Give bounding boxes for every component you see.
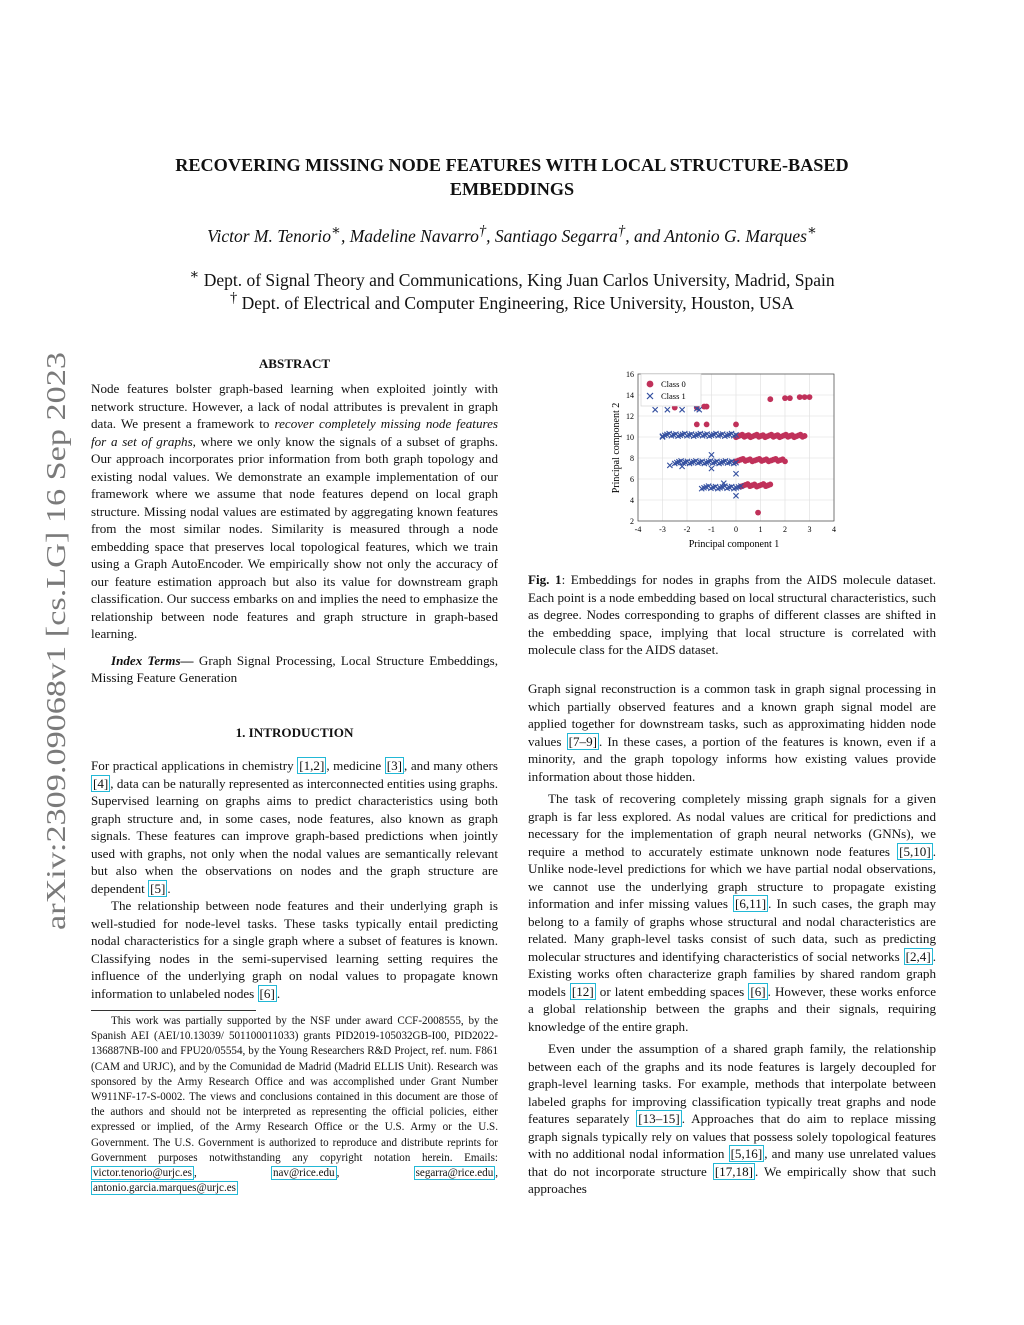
data-point-class-0	[704, 404, 710, 410]
author-mark: ∗	[807, 223, 817, 239]
legend-label-class-0: Class 0	[661, 379, 686, 389]
index-terms	[91, 652, 498, 687]
caption-label: Fig. 1	[528, 572, 562, 587]
y-tick-label: 12	[626, 412, 634, 421]
author-mark: ∗	[331, 223, 341, 239]
author-name: , Santiago Segarra	[486, 225, 618, 246]
x-tick-label: 1	[758, 525, 763, 534]
legend-label-class-1: Class 1	[661, 391, 686, 401]
affiliation-1	[100, 266, 924, 291]
data-point-class-1	[653, 407, 658, 412]
data-point-class-0	[767, 482, 773, 488]
citation-link[interactable]: [13–15]	[638, 1111, 680, 1126]
index-terms-text: Graph Signal Processing, Local Structure Embeddings, Missing Feature Generation	[91, 652, 498, 685]
data-point-class-0	[782, 458, 788, 464]
citation-link[interactable]: [5,10]	[899, 843, 931, 859]
email-link[interactable]: segarra@rice.edu	[415, 1167, 494, 1180]
affiliation-mark: ∗	[189, 267, 200, 283]
email-link[interactable]: antonio.garcia.marques@urjc.es	[93, 1182, 236, 1195]
x-tick-label: -3	[659, 525, 666, 534]
email-link[interactable]: victor.tenorio@urjc.es	[93, 1167, 192, 1180]
citation-link[interactable]: [17,18]	[714, 1163, 753, 1179]
right-column-body	[528, 680, 936, 1198]
data-point-class-0	[694, 422, 700, 428]
affiliation-2	[100, 290, 924, 314]
abstract-body	[91, 380, 498, 687]
x-tick-label: -1	[708, 525, 715, 534]
author-mark: †	[478, 223, 487, 239]
data-point-class-1	[665, 407, 670, 412]
footnote-divider	[91, 1010, 256, 1011]
author-list	[100, 222, 924, 247]
citation-link[interactable]: [4]	[93, 775, 109, 791]
introduction-body	[91, 757, 498, 1002]
data-point-class-0	[704, 422, 710, 428]
introduction-heading: 1. INTRODUCTION	[235, 725, 354, 740]
citation-link[interactable]: [5]	[150, 880, 166, 896]
author-mark: †	[617, 223, 626, 239]
footnote: This work was partially supported by the NSF under award CCF-2008555, by the Spanish AEI (AEI/10.13039/ 501100011033) grants PID2019-105032GB-I00, PID2022-136887NB-I00 and FPU20/05554, by the Young Researchers R&D Project, ref. num. F861 (CAM and URJC), and by the Comunidad de Madrid (Madrid ELLIS Unit). Research was sponsored by the Army Research Office and was accomplished under Grant Number W911NF-17-S-0002. The views and conclusions contained in this document are those of the authors and should not be interpreted as representing the official policies, either expressed or implied, of the Army Research Office or the U.S. Army or the U.S. Government. The U.S. Government is authorized to reproduce and distribute reprints for Government purposes notwithstanding any copyright notation herein. Emails: victor.tenorio@urjc.es , nav@rice.edu , segarra@rice.edu , antonio.garcia.marques@urjc.es	[91, 1015, 499, 1195]
data-point-class-0	[802, 433, 808, 439]
citation-link[interactable]: [1,2]	[299, 758, 325, 773]
x-tick-label: -4	[634, 525, 642, 534]
affiliation-mark: †	[229, 290, 238, 306]
citation-link[interactable]: [6]	[750, 983, 766, 999]
affiliation-text: Dept. of Electrical and Computer Engineering, Rice University, Houston, USA	[237, 292, 795, 313]
citation-link[interactable]: [3]	[386, 758, 403, 773]
arxiv-stamp	[32, 350, 72, 950]
author-name: Victor M. Tenorio	[207, 225, 332, 246]
data-point-class-0	[767, 396, 773, 402]
intro-paragraph-2: The relationship between node features and their underlying graph is well-studied for node-level tasks. These tasks typically entail predicting nodal characteristics for a single graph where a subset of features is known. Classifying nodes in the semi-supervised learning setting requires the influence of the underlying graph on nodal values to propagate known information to unlabeled nodes [6] .	[91, 898, 498, 1001]
abstract-text: Node features bolster graph-based learning when exploited jointly with network structure. However, a lack of nodal attributes is prevalent in graph data. We present a framework to	[91, 381, 498, 431]
data-point-class-1	[667, 463, 672, 468]
data-point-class-0	[807, 394, 813, 400]
x-tick-label: 0	[734, 525, 738, 534]
y-axis-label: Principal component 2	[611, 402, 622, 494]
caption-text: : Embeddings for nodes in graphs from the AIDS molecule dataset. Each point is a node embedding based on local structural characteristics, such as degree. Nodes corresponding to graphs of different classes are shifted in the embedding space, implying that local structure is correlated with molecule class for the AIDS dataset.	[528, 572, 936, 657]
title-line-2: EMBEDDINGS	[449, 179, 575, 199]
email-link[interactable]: nav@rice.edu	[272, 1167, 335, 1180]
x-tick-label: 2	[783, 525, 787, 534]
y-tick-label: 10	[626, 433, 634, 442]
footnote-text: This work was partially supported by the NSF under award CCF-2008555, by the Spanish AEI (AEI/10.13039/ 501100011033) grants PID2019-105032GB-I00, PID2022-136887NB-I00 and FPU20/05554, by the Young Researchers R&D Project, ref. num. F861 (CAM and URJC), and by the Comunidad de Madrid (Madrid ELLIS Unit). Research was sponsored by the Army Research Office and was accomplished under Grant Number W911NF-17-S-0002. The views and conclusions contained in this document are those of the authors and should not be interpreted as representing the official policies, either expressed or implied, of the Army Research Office or the U.S. Army or the U.S. Government. The U.S. Government is authorized to reproduce and distribute reprints for Government purposes notwithstanding any copyright notation herein. Emails:	[91, 1015, 498, 1164]
abstract-paragraph	[91, 380, 498, 643]
citation-link[interactable]: [12]	[571, 983, 594, 999]
abstract-text: , where we only know the signals of a subset of graphs. Our approach incorporates prior information from both graph topology and existing nodal values. We demonstrate an example implementation of our framework where we assume that node features depend on local graph structure. Missing nodal values are estimated by aggregating known features from the most similar nodes. Similarity is measured through a node embedding space that preserves local topological features, which we train using a Graph AutoEncoder. We empirically show not only the accuracy of our feature estimation approach but also its value for downstream graph classification. Our success embarks on and implies the need to emphasize the relationship between node features and graph structure in graph-based learning.	[91, 433, 498, 641]
paper-title	[100, 153, 924, 201]
x-tick-label: 4	[832, 525, 836, 534]
title-line-1: RECOVERING MISSING NODE FEATURES WITH LOCAL STRUCTURE-BASED	[175, 155, 849, 175]
data-point-class-0	[733, 422, 739, 428]
right-paragraph-1: Graph signal reconstruction is a common task in graph signal processing in which partially observed features and a known graph signal model are applied together for downstream tasks, such as approximating hidden node values [7–9] . In these cases, a portion of the features is known, even if a minority, and the graph topology informs how existing values provide information about those hidden.	[528, 681, 936, 784]
index-terms-label: Index Terms—	[111, 652, 194, 668]
right-paragraph-3: Even under the assumption of a shared graph family, the relationship between each of the graphs and its node features is largely decoupled for graph-level learning tasks. For example, methods that interpolate between labeled graphs for improving classification typically treat graphs and node features separately [13–15] . Approaches that do aim to replace missing graph signals typically rely on values that possess solely topological features with no additional nodal information [5,16] , and many use unrelated values that do not incorporate structure [17,18] . We empirically show that such approaches	[528, 1041, 936, 1196]
figure-1	[528, 362, 936, 562]
figure-caption	[528, 571, 936, 659]
right-paragraph-2: The task of recovering completely missing graph signals for a given graph is far less explored. As nodal values are critical for predictions and necessary for the implementation of graph neural networks (GNNs), we require a method to accurately estimate unknown node features [5,10] . Unlike node-level predictions for which we have partial nodal observations, we cannot use the underlying graph structure to propagate existing information and infer missing values [6,11] . In such cases, the graph may belong to a family of graphs whose structural and nodal characteristics are related. Many graph-level tasks consist of such data, such as predicting molecular structures and identifying characteristics of social networks [2,4] . Existing works often characterize graph families by shared random graph models [12] or latent embedding spaces [6] . However, these works enforce a global relationship between the graphs and their signals, requiring knowledge of the entire graph.	[528, 791, 937, 1034]
author-name: , Madeline Navarro	[340, 225, 479, 246]
x-tick-label: -2	[683, 525, 691, 534]
affiliation-text: Dept. of Signal Theory and Communications, King Juan Carlos University, Madrid, Spain	[199, 269, 835, 290]
x-tick-label: 3	[807, 525, 812, 534]
arxiv-id-text: arXiv:2309.09068v1 [cs.LG] 16 Sep 2023	[41, 474, 71, 930]
data-point-class-1	[680, 407, 685, 412]
scatter-chart	[528, 362, 936, 562]
y-tick-label: 16	[626, 370, 634, 379]
y-tick-label: 6	[630, 475, 634, 484]
citation-link[interactable]: [5,16]	[730, 1146, 763, 1161]
citation-link[interactable]: [2,4]	[905, 948, 931, 964]
data-point-class-0	[755, 510, 761, 516]
y-tick-label: 8	[630, 454, 634, 463]
citation-link[interactable]: [7–9]	[568, 733, 597, 749]
x-axis-label: Principal component 1	[688, 539, 780, 550]
intro-paragraph-1: For practical applications in chemistry [1,2] , medicine [3] , and many others [4] , data can be naturally represented as interconnected entities using graphs. Supervised learning on graphs aims to predict characteristics using both graph structure and, in some cases, node features, also known as graph signals. These features can improve graph-based predictions when jointly used with graphs, not only when the nodal values are semantically relevant but also when the observations on nodes and the graph structure are dependent [5] .	[91, 758, 499, 896]
author-name: , and Antonio G. Marques	[625, 225, 807, 246]
y-tick-label: 4	[630, 496, 634, 505]
abstract-emphasis: recover completely missing node features for a set of graphs	[91, 416, 499, 449]
y-tick-label: 14	[626, 391, 634, 400]
y-tick-label: 2	[630, 517, 634, 526]
abstract-heading: ABSTRACT	[258, 356, 331, 371]
citation-link[interactable]: [6]	[259, 985, 275, 1001]
citation-link[interactable]: [6,11]	[734, 896, 767, 911]
legend-marker-class-0	[647, 381, 654, 388]
data-point-class-0	[787, 395, 793, 401]
